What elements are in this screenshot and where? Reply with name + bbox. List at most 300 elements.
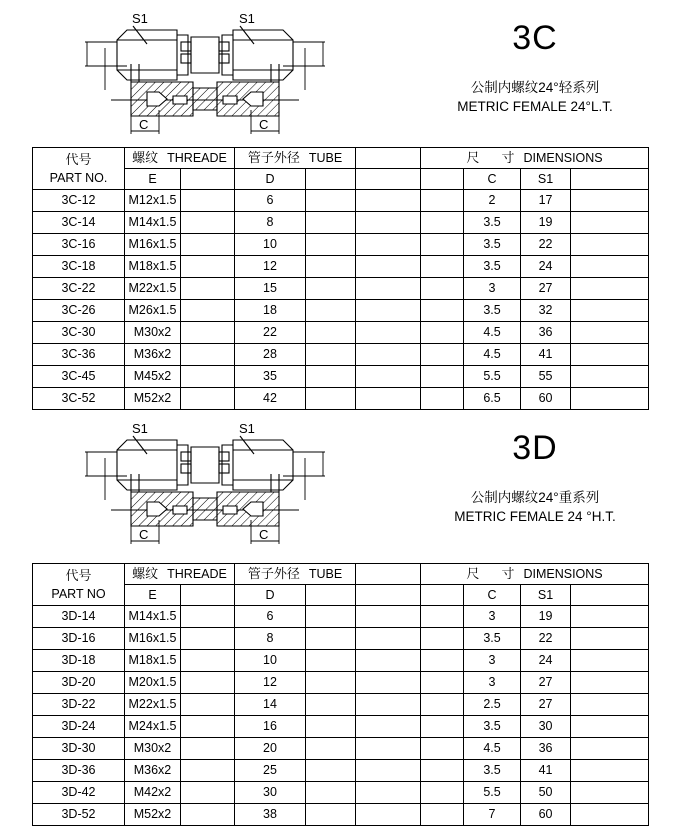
cell-dim-blank-2 — [571, 256, 649, 278]
cell-thread-e: M52x2 — [125, 804, 181, 826]
cell-dim-blank-1 — [421, 300, 464, 322]
cell-part-no: 3C-26 — [33, 300, 125, 322]
cell-part-no: 3D-18 — [33, 650, 125, 672]
cell-dim-c: 3.5 — [464, 628, 521, 650]
cell-dim-c: 3 — [464, 606, 521, 628]
cell-tube-d: 42 — [235, 388, 306, 410]
cell-thread-e: M16x1.5 — [125, 234, 181, 256]
cell-tube-blank — [306, 650, 356, 672]
cell-tube-blank — [306, 322, 356, 344]
cell-dim-c: 3.5 — [464, 716, 521, 738]
header-thread-en: THREADE — [167, 567, 227, 581]
cell-thread-e: M26x1.5 — [125, 300, 181, 322]
cell-tube-d: 10 — [235, 234, 306, 256]
cell-part-no: 3D-24 — [33, 716, 125, 738]
table-row — [33, 388, 649, 410]
cell-spacer — [356, 672, 421, 694]
table-row — [33, 760, 649, 782]
table-row — [33, 650, 649, 672]
cell-dim-blank-1 — [421, 650, 464, 672]
cell-dim-blank-1 — [421, 782, 464, 804]
header-part-no-en: PART NO. — [49, 170, 108, 185]
cell-part-no: 3C-16 — [33, 234, 125, 256]
cell-tube-blank — [306, 300, 356, 322]
cell-dim-blank-2 — [571, 300, 649, 322]
cell-dim-s1: 36 — [521, 738, 571, 760]
cell-dim-c: 3.5 — [464, 300, 521, 322]
cell-spacer — [356, 738, 421, 760]
dimension-label-c-right: C — [259, 117, 269, 132]
cell-thread-blank — [181, 738, 235, 760]
cell-tube-d: 12 — [235, 256, 306, 278]
cell-spacer — [356, 782, 421, 804]
cell-part-no: 3C-52 — [33, 388, 125, 410]
hex-nut-left — [117, 440, 177, 490]
cell-dim-s1: 27 — [521, 672, 571, 694]
cell-dim-s1: 36 — [521, 322, 571, 344]
cell-thread-blank — [181, 716, 235, 738]
cell-dim-blank-2 — [571, 212, 649, 234]
cell-spacer — [356, 234, 421, 256]
cell-part-no: 3C-36 — [33, 344, 125, 366]
table-row — [33, 672, 649, 694]
cell-spacer — [356, 804, 421, 826]
cell-dim-blank-1 — [421, 388, 464, 410]
header-part-no-cn: 代号 — [65, 151, 92, 167]
cell-part-no: 3D-30 — [33, 738, 125, 760]
cell-tube-blank — [306, 738, 356, 760]
cell-dim-blank-1 — [421, 716, 464, 738]
header-tube-cn: 管子外径 — [247, 150, 300, 165]
table-row — [33, 322, 649, 344]
dimension-label-s1-left: S1 — [132, 421, 148, 436]
product-description-cn-3d: 公制内螺纹24°重系列 — [470, 490, 600, 505]
leader-line-left — [133, 26, 147, 44]
header-sub-e: E — [125, 585, 181, 606]
fitting-svg-3c — [55, 4, 355, 144]
cell-thread-blank — [181, 694, 235, 716]
cell-dim-blank-2 — [571, 278, 649, 300]
cell-tube-d: 28 — [235, 344, 306, 366]
table-row — [33, 628, 649, 650]
header-tube-group — [235, 564, 356, 585]
cell-thread-e: M30x2 — [125, 738, 181, 760]
product-description-en-3d: METRIC FEMALE 24 °H.T. — [454, 509, 616, 524]
table-row — [33, 300, 649, 322]
cell-thread-e: M24x1.5 — [125, 716, 181, 738]
cell-spacer — [356, 366, 421, 388]
cell-dim-blank-1 — [421, 366, 464, 388]
header-sub-blank-1 — [181, 169, 235, 190]
cell-dim-blank-1 — [421, 672, 464, 694]
header-dim-en: DIMENSIONS — [523, 151, 603, 165]
product-code-3c: 3C — [512, 19, 558, 57]
cell-dim-blank-2 — [571, 190, 649, 212]
header-dim-cn1: 尺 — [466, 150, 480, 165]
header-sub-blank-3 — [356, 169, 421, 190]
cell-tube-d: 12 — [235, 672, 306, 694]
header-sub-s1: S1 — [521, 169, 571, 190]
dimension-label-s1-right: S1 — [239, 11, 255, 26]
cell-part-no: 3C-14 — [33, 212, 125, 234]
cell-spacer — [356, 256, 421, 278]
cell-dim-blank-1 — [421, 212, 464, 234]
cell-dim-s1: 41 — [521, 760, 571, 782]
cell-dim-blank-2 — [571, 716, 649, 738]
cell-dim-c: 4.5 — [464, 322, 521, 344]
cell-dim-blank-2 — [571, 672, 649, 694]
dimension-label-c-left: C — [139, 117, 149, 132]
hex-nut-right — [233, 440, 293, 490]
cell-dim-blank-1 — [421, 190, 464, 212]
cell-tube-blank — [306, 716, 356, 738]
cell-dim-s1: 19 — [521, 606, 571, 628]
table-row — [33, 256, 649, 278]
cell-dim-s1: 30 — [521, 716, 571, 738]
header-part-no-cn: 代号 — [65, 567, 92, 583]
cell-tube-d: 20 — [235, 738, 306, 760]
cell-tube-blank — [306, 344, 356, 366]
header-thread-en: THREADE — [167, 151, 227, 165]
header-thread-cn: 螺纹 — [132, 566, 159, 581]
cell-dim-blank-2 — [571, 738, 649, 760]
header-dim-cn1: 尺 — [466, 566, 480, 581]
cell-tube-blank — [306, 388, 356, 410]
header-tube-cn: 管子外径 — [247, 566, 300, 581]
cell-dim-s1: 17 — [521, 190, 571, 212]
cell-spacer — [356, 694, 421, 716]
cell-spacer — [356, 606, 421, 628]
header-tube-group — [235, 148, 356, 169]
table-row — [33, 190, 649, 212]
header-sub-blank-4 — [421, 169, 464, 190]
dimension-label-s1-right: S1 — [239, 421, 255, 436]
cell-dim-s1: 60 — [521, 804, 571, 826]
header-thread-cn: 螺纹 — [132, 150, 159, 165]
cell-dim-blank-1 — [421, 256, 464, 278]
cell-tube-d: 35 — [235, 366, 306, 388]
cell-thread-blank — [181, 650, 235, 672]
cell-tube-d: 8 — [235, 212, 306, 234]
cell-thread-blank — [181, 388, 235, 410]
cell-dim-s1: 22 — [521, 234, 571, 256]
leader-line-left — [133, 436, 147, 454]
cell-spacer — [356, 716, 421, 738]
table-row — [33, 716, 649, 738]
cell-spacer — [356, 388, 421, 410]
cell-tube-blank — [306, 672, 356, 694]
cell-thread-blank — [181, 234, 235, 256]
header-dim-en: DIMENSIONS — [523, 567, 603, 581]
cell-thread-e: M36x2 — [125, 344, 181, 366]
header-thread-group — [125, 148, 235, 169]
cell-tube-blank — [306, 256, 356, 278]
cell-tube-blank — [306, 278, 356, 300]
cell-dim-c: 3.5 — [464, 234, 521, 256]
cell-thread-blank — [181, 672, 235, 694]
cell-part-no: 3D-22 — [33, 694, 125, 716]
cell-part-no: 3D-14 — [33, 606, 125, 628]
cell-thread-e: M22x1.5 — [125, 278, 181, 300]
cell-spacer — [356, 278, 421, 300]
header-tube-en: TUBE — [308, 567, 343, 581]
cell-tube-d: 22 — [235, 322, 306, 344]
header-dim-cn2: 寸 — [501, 566, 515, 581]
cell-dim-c: 2.5 — [464, 694, 521, 716]
cell-dim-blank-1 — [421, 234, 464, 256]
cell-dim-s1: 41 — [521, 344, 571, 366]
cell-part-no: 3C-18 — [33, 256, 125, 278]
header-sub-blank-1 — [181, 585, 235, 606]
cell-dim-c: 3.5 — [464, 760, 521, 782]
header-sub-blank-5 — [571, 169, 649, 190]
cell-tube-blank — [306, 760, 356, 782]
header-thread-group — [125, 564, 235, 585]
cell-tube-d: 8 — [235, 628, 306, 650]
cell-dim-c: 3.5 — [464, 212, 521, 234]
table-row — [33, 694, 649, 716]
cell-dim-s1: 27 — [521, 694, 571, 716]
header-spacer — [356, 564, 421, 585]
cell-dim-s1: 22 — [521, 628, 571, 650]
cell-dim-blank-1 — [421, 760, 464, 782]
cell-part-no: 3D-16 — [33, 628, 125, 650]
cell-part-no: 3C-12 — [33, 190, 125, 212]
header-spacer — [356, 148, 421, 169]
table-row — [33, 234, 649, 256]
dimension-label-c-left: C — [139, 527, 149, 542]
header-part-no — [33, 564, 125, 606]
cell-dim-s1: 55 — [521, 366, 571, 388]
cell-thread-blank — [181, 344, 235, 366]
cell-dim-s1: 24 — [521, 650, 571, 672]
cell-spacer — [356, 300, 421, 322]
cell-dim-c: 3 — [464, 672, 521, 694]
cell-dim-blank-2 — [571, 628, 649, 650]
cell-thread-blank — [181, 782, 235, 804]
cell-thread-blank — [181, 366, 235, 388]
header-sub-d: D — [235, 169, 306, 190]
header-sub-blank-2 — [306, 585, 356, 606]
table-row — [33, 212, 649, 234]
cell-spacer — [356, 650, 421, 672]
cell-spacer — [356, 190, 421, 212]
header-dimensions-group — [421, 564, 649, 585]
cell-spacer — [356, 212, 421, 234]
cell-thread-e: M30x2 — [125, 322, 181, 344]
cell-dim-c: 3.5 — [464, 256, 521, 278]
header-sub-e: E — [125, 169, 181, 190]
spec-table-3c — [32, 147, 649, 410]
cell-tube-d: 10 — [235, 650, 306, 672]
cell-thread-blank — [181, 212, 235, 234]
spec-table-3d — [32, 563, 649, 826]
cell-dim-blank-1 — [421, 278, 464, 300]
cell-thread-blank — [181, 256, 235, 278]
cell-dim-blank-2 — [571, 388, 649, 410]
cell-thread-blank — [181, 760, 235, 782]
cell-dim-s1: 19 — [521, 212, 571, 234]
section-hatching-center — [193, 498, 217, 520]
cell-tube-d: 18 — [235, 300, 306, 322]
title-block-3d — [400, 428, 670, 526]
cell-tube-blank — [306, 366, 356, 388]
cell-dim-blank-1 — [421, 738, 464, 760]
cell-dim-s1: 60 — [521, 388, 571, 410]
cell-spacer — [356, 760, 421, 782]
table-header-row-top — [33, 148, 649, 169]
cell-spacer — [356, 322, 421, 344]
title-block-3c — [400, 18, 670, 116]
cell-dim-c: 3 — [464, 278, 521, 300]
cell-dim-blank-2 — [571, 694, 649, 716]
cell-tube-d: 38 — [235, 804, 306, 826]
cell-dim-blank-2 — [571, 322, 649, 344]
hex-nut-left — [117, 30, 177, 80]
cell-tube-d: 14 — [235, 694, 306, 716]
dimension-label-s1-left: S1 — [132, 11, 148, 26]
cell-tube-d: 30 — [235, 782, 306, 804]
hex-nut-right — [233, 30, 293, 80]
cell-dim-blank-2 — [571, 650, 649, 672]
cell-spacer — [356, 628, 421, 650]
header-sub-blank-3 — [356, 585, 421, 606]
cell-spacer — [356, 344, 421, 366]
cell-dim-blank-2 — [571, 234, 649, 256]
header-sub-s1: S1 — [521, 585, 571, 606]
table-row — [33, 366, 649, 388]
header-sub-d: D — [235, 585, 306, 606]
leader-line-right — [240, 26, 254, 44]
cell-tube-d: 16 — [235, 716, 306, 738]
cell-dim-c: 4.5 — [464, 738, 521, 760]
cell-dim-s1: 24 — [521, 256, 571, 278]
product-code-3d: 3D — [512, 429, 558, 467]
spec-table-body-3d — [33, 564, 649, 826]
product-description-cn-3c: 公制内螺纹24°轻系列 — [470, 80, 600, 95]
header-part-no-en: PART NO — [51, 586, 106, 601]
cell-tube-d: 25 — [235, 760, 306, 782]
cell-part-no: 3D-36 — [33, 760, 125, 782]
cell-thread-e: M52x2 — [125, 388, 181, 410]
cell-dim-blank-2 — [571, 782, 649, 804]
cell-thread-e: M18x1.5 — [125, 256, 181, 278]
cell-dim-c: 6.5 — [464, 388, 521, 410]
cell-dim-blank-1 — [421, 804, 464, 826]
cell-dim-blank-2 — [571, 606, 649, 628]
dimension-label-c-right: C — [259, 527, 269, 542]
leader-line-right — [240, 436, 254, 454]
cell-thread-e: M42x2 — [125, 782, 181, 804]
header-sub-blank-4 — [421, 585, 464, 606]
cell-thread-blank — [181, 322, 235, 344]
cell-tube-d: 6 — [235, 190, 306, 212]
cell-thread-e: M16x1.5 — [125, 628, 181, 650]
header-sub-c: C — [464, 169, 521, 190]
cell-thread-blank — [181, 190, 235, 212]
table-header-row-top — [33, 564, 649, 585]
spec-table-body-3c — [33, 148, 649, 410]
cell-dim-blank-1 — [421, 694, 464, 716]
cell-tube-blank — [306, 190, 356, 212]
cell-dim-blank-2 — [571, 804, 649, 826]
cell-thread-e: M45x2 — [125, 366, 181, 388]
cell-thread-e: M12x1.5 — [125, 190, 181, 212]
table-row — [33, 738, 649, 760]
table-row — [33, 804, 649, 826]
cell-thread-blank — [181, 278, 235, 300]
table-row — [33, 278, 649, 300]
cell-dim-blank-1 — [421, 322, 464, 344]
fitting-drawing-3d — [55, 414, 355, 559]
cell-thread-e: M14x1.5 — [125, 606, 181, 628]
cell-part-no: 3D-20 — [33, 672, 125, 694]
cell-part-no: 3C-22 — [33, 278, 125, 300]
cell-dim-c: 3 — [464, 650, 521, 672]
cell-tube-d: 15 — [235, 278, 306, 300]
header-tube-en: TUBE — [308, 151, 343, 165]
header-dim-cn2: 寸 — [501, 150, 515, 165]
cell-dim-c: 7 — [464, 804, 521, 826]
cell-tube-blank — [306, 606, 356, 628]
header-sub-blank-2 — [306, 169, 356, 190]
cell-thread-blank — [181, 606, 235, 628]
table-header-row-sub — [33, 585, 649, 606]
cell-thread-e: M36x2 — [125, 760, 181, 782]
cell-tube-blank — [306, 212, 356, 234]
cell-dim-s1: 32 — [521, 300, 571, 322]
fitting-drawing-3c — [55, 4, 355, 149]
cell-dim-blank-1 — [421, 606, 464, 628]
table-row — [33, 606, 649, 628]
product-description-en-3c: METRIC FEMALE 24°L.T. — [457, 99, 613, 114]
table-row — [33, 344, 649, 366]
cell-thread-blank — [181, 804, 235, 826]
table-header-row-sub — [33, 169, 649, 190]
cell-tube-blank — [306, 234, 356, 256]
cell-dim-c: 5.5 — [464, 782, 521, 804]
table-row — [33, 782, 649, 804]
fitting-svg-3d — [55, 414, 355, 554]
cell-tube-blank — [306, 694, 356, 716]
cell-tube-blank — [306, 628, 356, 650]
cell-thread-e: M18x1.5 — [125, 650, 181, 672]
cell-tube-d: 6 — [235, 606, 306, 628]
cell-tube-blank — [306, 782, 356, 804]
cell-dim-s1: 27 — [521, 278, 571, 300]
cell-dim-c: 4.5 — [464, 344, 521, 366]
cell-thread-blank — [181, 628, 235, 650]
header-dimensions-group — [421, 148, 649, 169]
cell-part-no: 3C-30 — [33, 322, 125, 344]
cell-dim-blank-1 — [421, 628, 464, 650]
cell-dim-c: 5.5 — [464, 366, 521, 388]
cell-dim-blank-2 — [571, 760, 649, 782]
cell-dim-blank-2 — [571, 344, 649, 366]
cell-part-no: 3D-52 — [33, 804, 125, 826]
cell-dim-blank-2 — [571, 366, 649, 388]
cell-thread-e: M14x1.5 — [125, 212, 181, 234]
cell-part-no: 3D-42 — [33, 782, 125, 804]
cell-dim-s1: 50 — [521, 782, 571, 804]
header-sub-c: C — [464, 585, 521, 606]
cell-dim-blank-1 — [421, 344, 464, 366]
cell-thread-e: M22x1.5 — [125, 694, 181, 716]
cell-dim-c: 2 — [464, 190, 521, 212]
header-sub-blank-5 — [571, 585, 649, 606]
header-part-no — [33, 148, 125, 190]
section-hatching-center — [193, 88, 217, 110]
